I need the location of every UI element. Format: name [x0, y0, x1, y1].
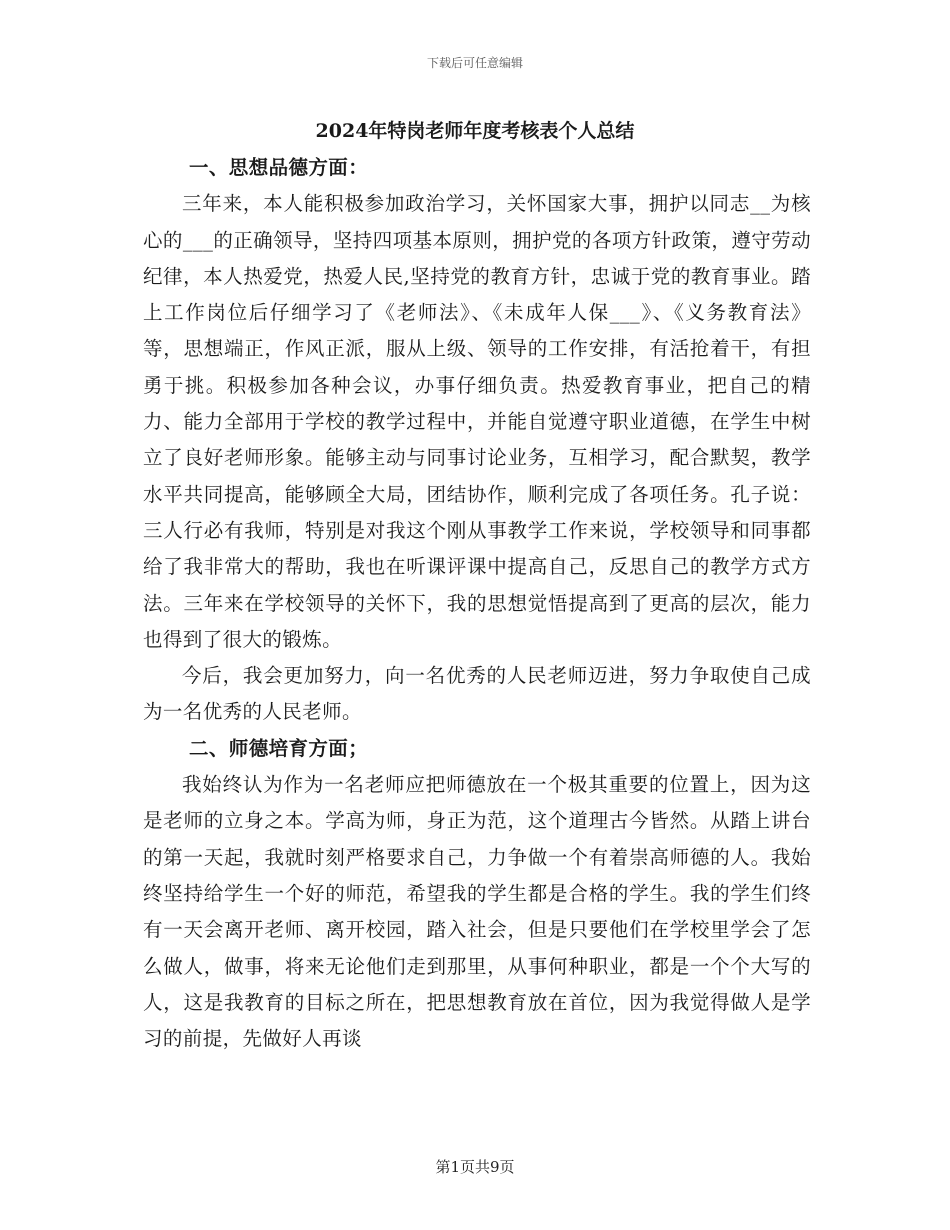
paragraph-ideology-2: 今后，我会更加努力，向一名优秀的人民老师迈进，努力争取使自己成为一名优秀的人民老师。 — [143, 664, 811, 724]
header-note: 下载后可任意编辑 — [426, 56, 523, 70]
section-heading-ideology: 一、思想品德方面： — [189, 156, 369, 179]
paragraph-ethics-1: 我始终认为作为一名老师应把师德放在一个极其重要的位置上，因为这是老师的立身之本。学高为师，身正为范，这个道理古今皆然。从踏上讲台的第一天起，我就时刻严格要求自己，力争做一个有着崇高师德的人。我始终坚持给学生一个好的师范，希望我的学生都是合格的学生。我的学生们终有一天会离开老师、离开校园，踏入社会，但是只要他们在学校里学会了怎么做人，做事，将来无论他们走到那里，从事何种职业，都是一个个大写的人，这是我教育的目标之所在，把思想教育放在首位，因为我觉得做人是学习的前提，先做好人再谈 — [143, 773, 811, 1051]
paragraph-ideology-1: 三年来，本人能积极参加政治学习，关怀国家大事，拥护以同志__为核心的___的正确领导，坚持四项基本原则，拥护党的各项方针政策，遵守劳动纪律，本人热爱党，热爱人民,坚持党的教育方针，忠诚于党的教育事业。踏上工作岗位后仔细学习了《老师法》、《未成年人保___》、《义务教育法》等，思想端正，作风正派，服从上级、领导的工作安排，有活抢着干，有担勇于挑。积极参加各种会议，办事仔细负责。热爱教育事业，把自己的精力、能力全部用于学校的教学过程中，并能自觉遵守职业道德，在学生中树立了良好老师形象。能够主动与同事讨论业务，互相学习，配合默契，教学水平共同提高，能够顾全大局，团结协作，顺利完成了各项任务。孔子说：三人行必有我师，特别是对我这个刚从事教学工作来说，学校领导和同事都给了我非常大的帮助，我也在听课评课中提高自己，反思自己的教学方式方法。三年来在学校领导的关怀下，我的思想觉悟提高到了更高的层次，能力也得到了很大的锻炼。 — [143, 192, 811, 651]
document-title: 2024年特岗老师年度考核表个人总结 — [315, 120, 635, 142]
page-footer: 第1页共9页 — [435, 1158, 515, 1176]
document-body — [143, 150, 811, 1057]
section-heading-ethics: 二、师德培育方面； — [189, 736, 369, 760]
